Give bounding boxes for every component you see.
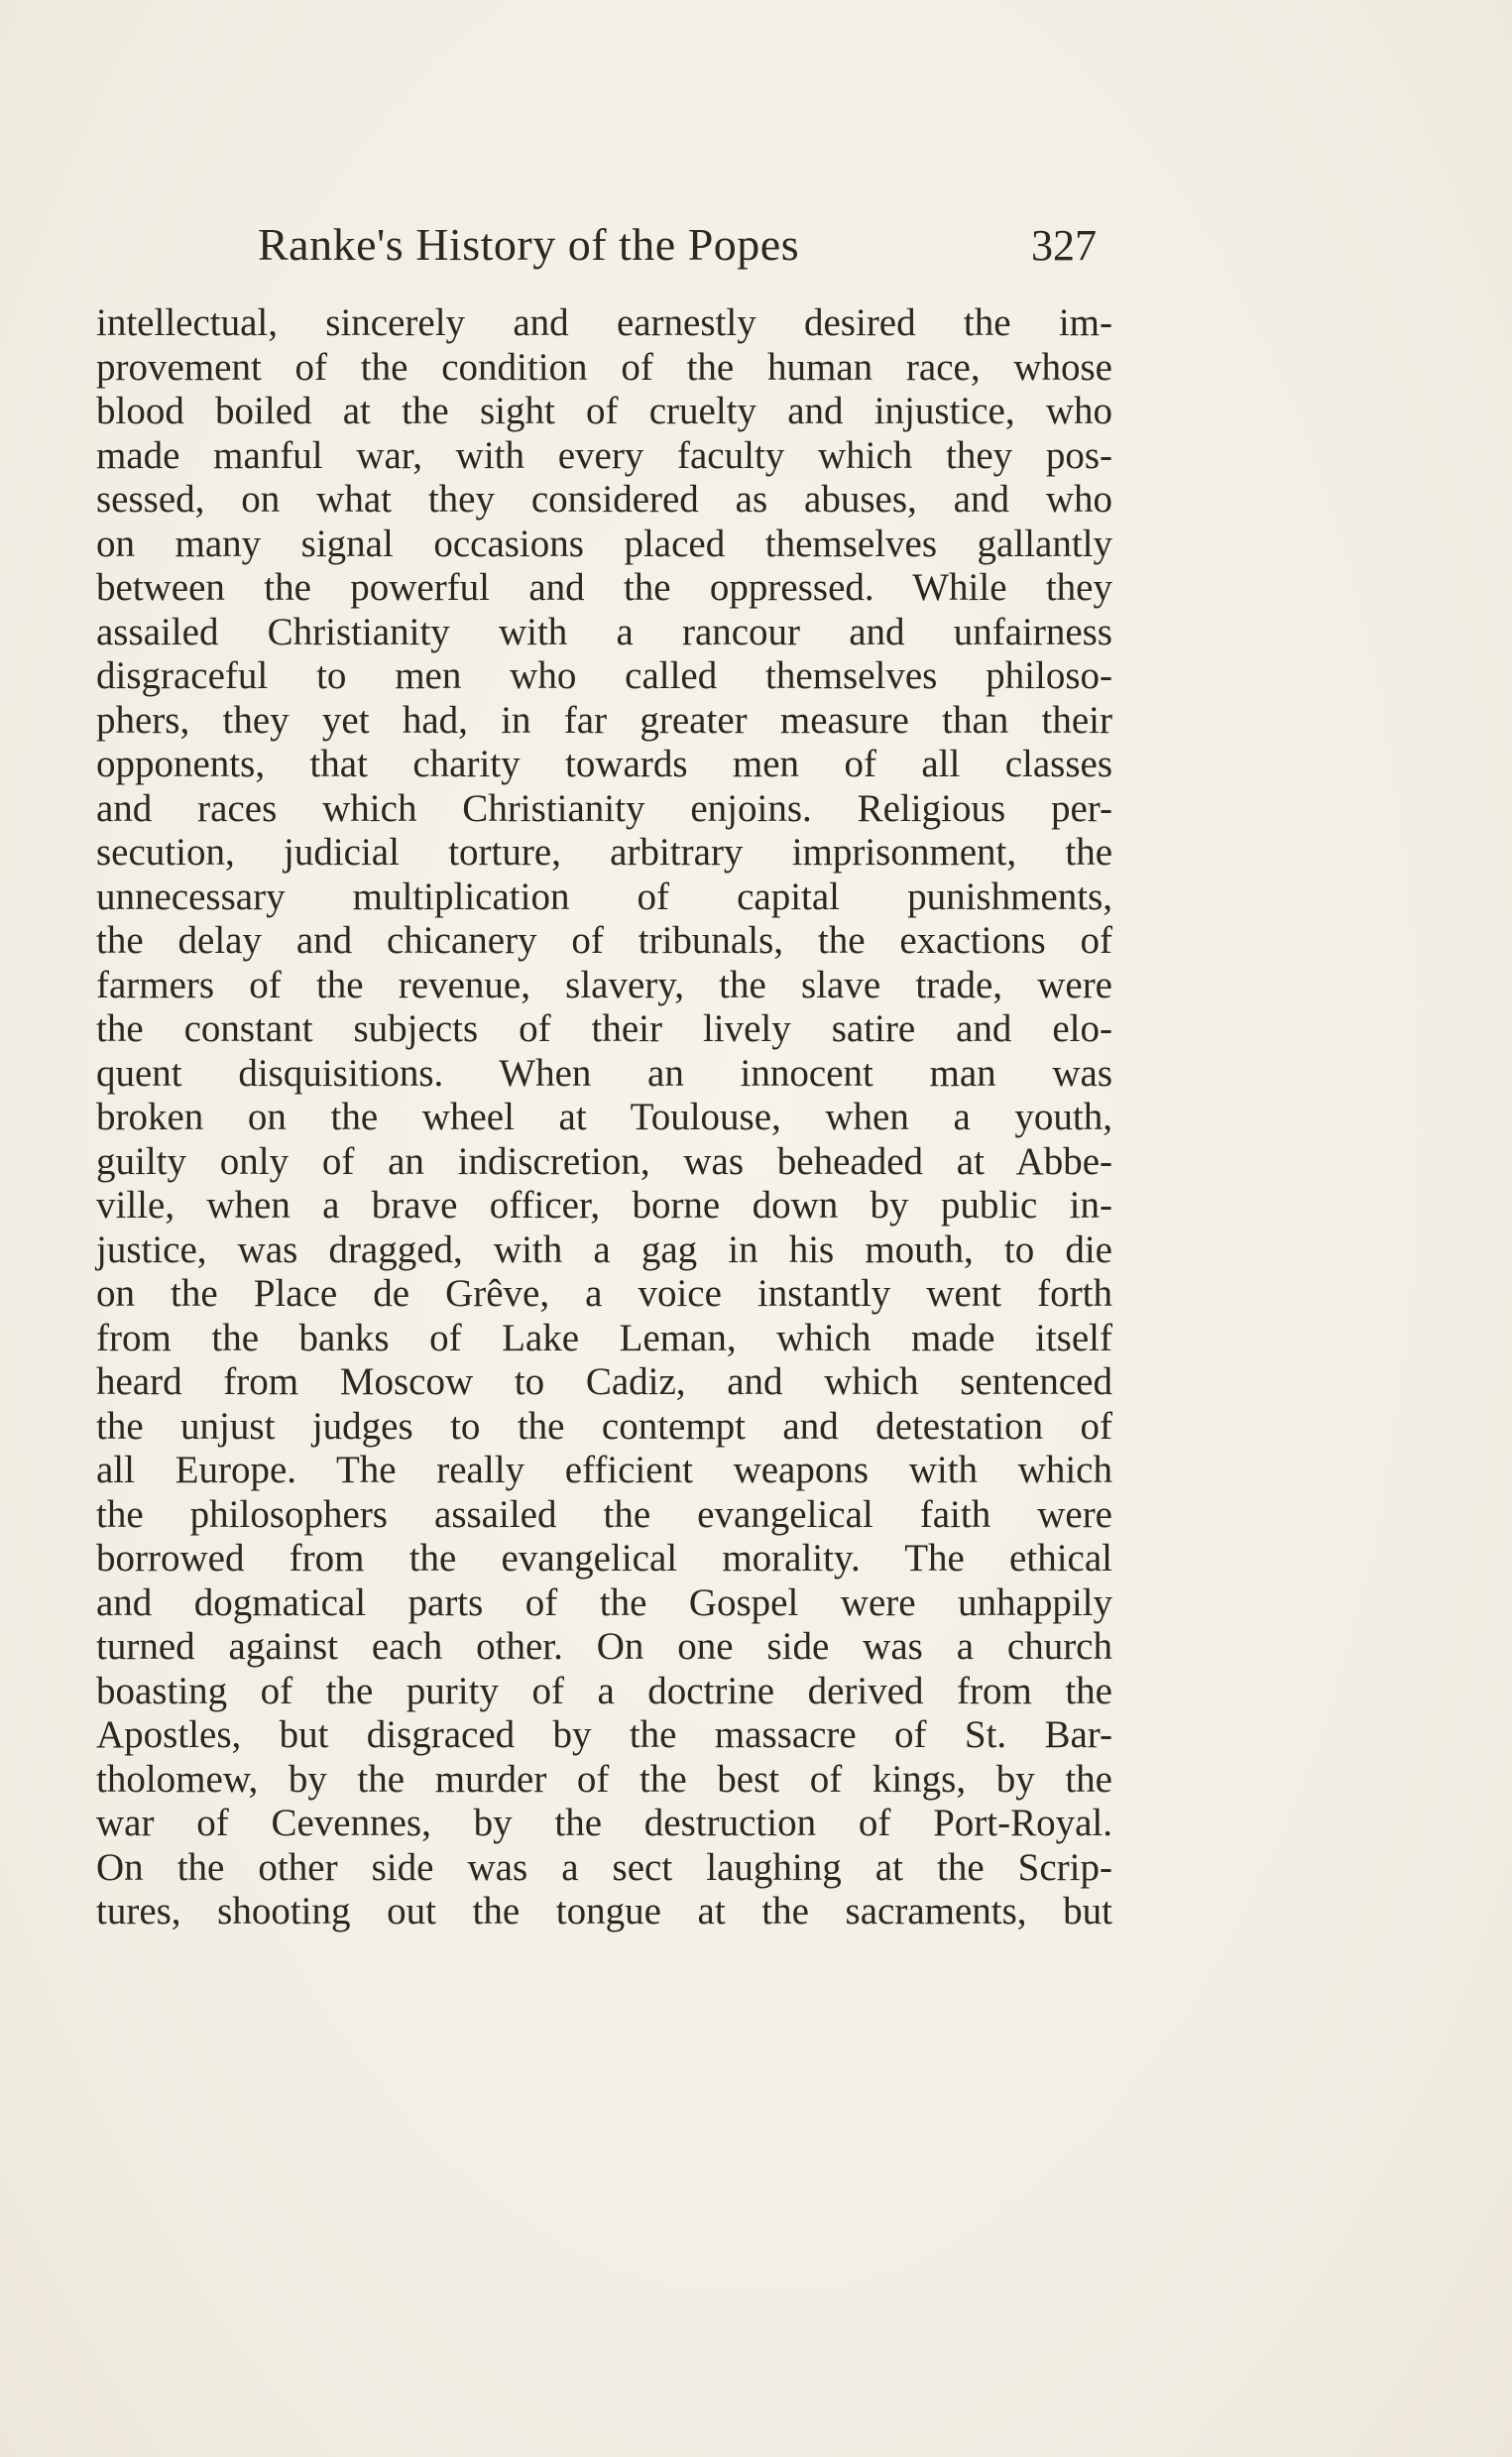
running-title: Ranke's History of the Popes: [258, 219, 800, 270]
text-line: from the banks of Lake Leman, which made itself: [96, 1316, 1112, 1359]
text-line: between the powerful and the oppressed. While they: [96, 566, 1112, 609]
page-number: 327: [1031, 221, 1097, 270]
text-line: disgraceful to men who called themselves philoso-: [96, 654, 1112, 697]
text-line: turned against each other. On one side was a church: [96, 1625, 1112, 1668]
text-line: boasting of the purity of a doctrine derived from the: [96, 1669, 1112, 1712]
text-line: all Europe. The really efficient weapons with which: [96, 1449, 1112, 1491]
text-line: ville, when a brave officer, borne down by public in-: [96, 1184, 1112, 1227]
text-line: and races which Christianity enjoins. Religious per-: [96, 786, 1112, 830]
text-line: intellectual, sincerely and earnestly desired the im-: [96, 301, 1112, 344]
text-line: broken on the wheel at Toulouse, when a youth,: [96, 1096, 1112, 1138]
text-line: Apostles, but disgraced by the massacre of St. Bar-: [96, 1713, 1112, 1756]
text-line: justice, was dragged, with a gag in his mouth, to die: [96, 1228, 1112, 1271]
text-line: tures, shooting out the tongue at the sacraments, but: [96, 1890, 1112, 1932]
text-line: quent disquisitions. When an innocent man was: [96, 1051, 1112, 1095]
text-line: sessed, on what they considered as abuses, and who: [96, 478, 1112, 521]
running-head: [228, 218, 1120, 278]
text-line: and dogmatical parts of the Gospel were unhappily: [96, 1580, 1112, 1624]
text-line: heard from Moscow to Cadiz, and which sentenced: [96, 1360, 1112, 1403]
text-line: phers, they yet had, in far greater measure than their: [96, 698, 1112, 742]
text-line: on the Place de Grêve, a voice instantly went forth: [96, 1272, 1112, 1315]
text-line: On the other side was a sect laughing at the Scrip-: [96, 1845, 1112, 1889]
text-line: war of Cevennes, by the destruction of Port-Royal.: [96, 1802, 1112, 1844]
text-line: the philosophers assailed the evangelical faith were: [96, 1492, 1112, 1536]
text-line: the constant subjects of their lively satire and elo-: [96, 1007, 1112, 1050]
text-line: borrowed from the evangelical morality. The ethical: [96, 1537, 1112, 1580]
text-line: provement of the condition of the human race, whose: [96, 345, 1112, 389]
text-line: on many signal occasions placed themselves gallantly: [96, 522, 1112, 565]
text-line: guilty only of an indiscretion, was beheaded at Abbe-: [96, 1139, 1112, 1183]
text-line: unnecessary multiplication of capital punishments,: [96, 875, 1112, 918]
text-line: made manful war, with every faculty which they pos-: [96, 433, 1112, 477]
text-line: the unjust judges to the contempt and detestation of: [96, 1404, 1112, 1448]
text-line: blood boiled at the sight of cruelty and injustice, who: [96, 390, 1112, 432]
text-line: farmers of the revenue, slavery, the slave trade, were: [96, 963, 1112, 1006]
text-line: secution, judicial torture, arbitrary imprisonment, the: [96, 831, 1112, 874]
text-line: opponents, that charity towards men of all classes: [96, 743, 1112, 785]
text-line: tholomew, by the murder of the best of kings, by the: [96, 1757, 1112, 1801]
body-text: [96, 301, 1112, 1934]
text-line: the delay and chicanery of tribunals, the exactions of: [96, 919, 1112, 962]
text-line: assailed Christianity with a rancour and unfairness: [96, 610, 1112, 653]
